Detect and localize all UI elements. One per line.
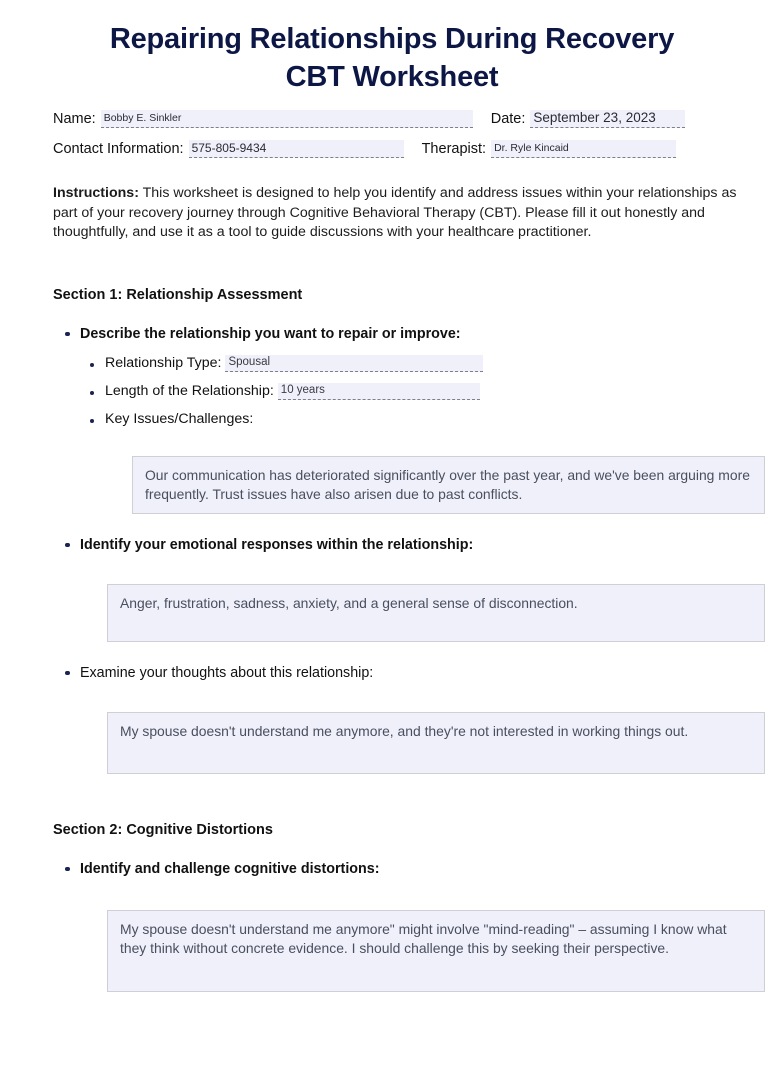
section-2-heading: Section 2: Cognitive Distortions: [53, 821, 273, 838]
emotional-responses-answer-box[interactable]: Anger, frustration, sadness, anxiety, and a general sense of disconnection.: [107, 584, 765, 642]
name-label: Name:: [53, 111, 96, 127]
question-emotional-responses: [53, 536, 737, 642]
page-title: [0, 0, 784, 96]
section-1-questions: [53, 325, 750, 774]
name-value: Bobby E. Sinkler: [103, 112, 182, 124]
section-2-questions: [53, 860, 737, 992]
date-field[interactable]: [530, 110, 685, 128]
relationship-length-label: Length of the Relationship:: [105, 382, 274, 399]
name-date-row: [53, 110, 737, 128]
therapist-field[interactable]: [491, 140, 676, 158]
name-field[interactable]: [101, 110, 473, 128]
date-label: Date:: [490, 111, 526, 127]
contact-therapist-row: [53, 140, 737, 158]
relationship-type-value: Spousal: [228, 355, 271, 368]
question-emotional-responses-label: Identify your emotional responses within the relationship:: [80, 536, 474, 553]
relationship-length-field[interactable]: [278, 383, 480, 400]
subfield-key-issues: [80, 411, 737, 428]
title-line-1: Repairing Relationships During Recovery: [109, 23, 675, 55]
relationship-type-field[interactable]: [225, 355, 483, 372]
relationship-type-label: Relationship Type:: [105, 354, 222, 371]
contact-label: Contact Information:: [53, 141, 184, 157]
instructions-label: Instructions:: [53, 185, 139, 201]
key-issues-answer-box[interactable]: Our communication has deteriorated significantly over the past year, and we've been arguing more frequently. Trust issues have also arisen due to past conflicts.: [132, 456, 765, 514]
therapist-value: Dr. Ryle Kincaid: [494, 142, 569, 154]
contact-field[interactable]: [189, 140, 404, 158]
relationship-length-value: 10 years: [280, 383, 325, 396]
subfield-relationship-length: [80, 383, 737, 400]
instructions-block: [53, 184, 737, 243]
question-examine-thoughts: [53, 664, 737, 774]
question-examine-thoughts-label: Examine your thoughts about this relationship:: [80, 664, 374, 681]
therapist-label: Therapist:: [421, 141, 487, 157]
examine-thoughts-answer-box[interactable]: My spouse doesn't understand me anymore, and they're not interested in working things out.: [107, 712, 765, 774]
date-value: September 23, 2023: [533, 110, 656, 125]
question-describe-relationship-label: Describe the relationship you want to repair or improve:: [80, 325, 461, 342]
question-describe-relationship: [53, 325, 750, 514]
question-cognitive-distortions-label: Identify and challenge cognitive distortions:: [80, 860, 380, 877]
key-issues-label: Key Issues/Challenges:: [105, 410, 254, 427]
contact-value: 575-805-9434: [191, 141, 267, 155]
cognitive-distortions-answer-box[interactable]: My spouse doesn't understand me anymore" might involve "mind-reading" – assuming I know what they think without concrete evidence. I should challenge this by seeking their perspective.: [107, 910, 765, 992]
subfield-relationship-type: [80, 355, 737, 372]
title-line-2: CBT Worksheet: [285, 61, 499, 93]
relationship-subfields: [80, 355, 737, 428]
section-1-heading: Section 1: Relationship Assessment: [53, 286, 303, 303]
question-cognitive-distortions: [53, 860, 737, 992]
instructions-text: This worksheet is designed to help you identify and address issues within your relationships as part of your recovery journey through Cognitive Behavioral Therapy (CBT). Please fill it out honestly and thoughtfully, and use it as a tool to guide discussions with your healthcare practitioner.: [53, 185, 737, 240]
